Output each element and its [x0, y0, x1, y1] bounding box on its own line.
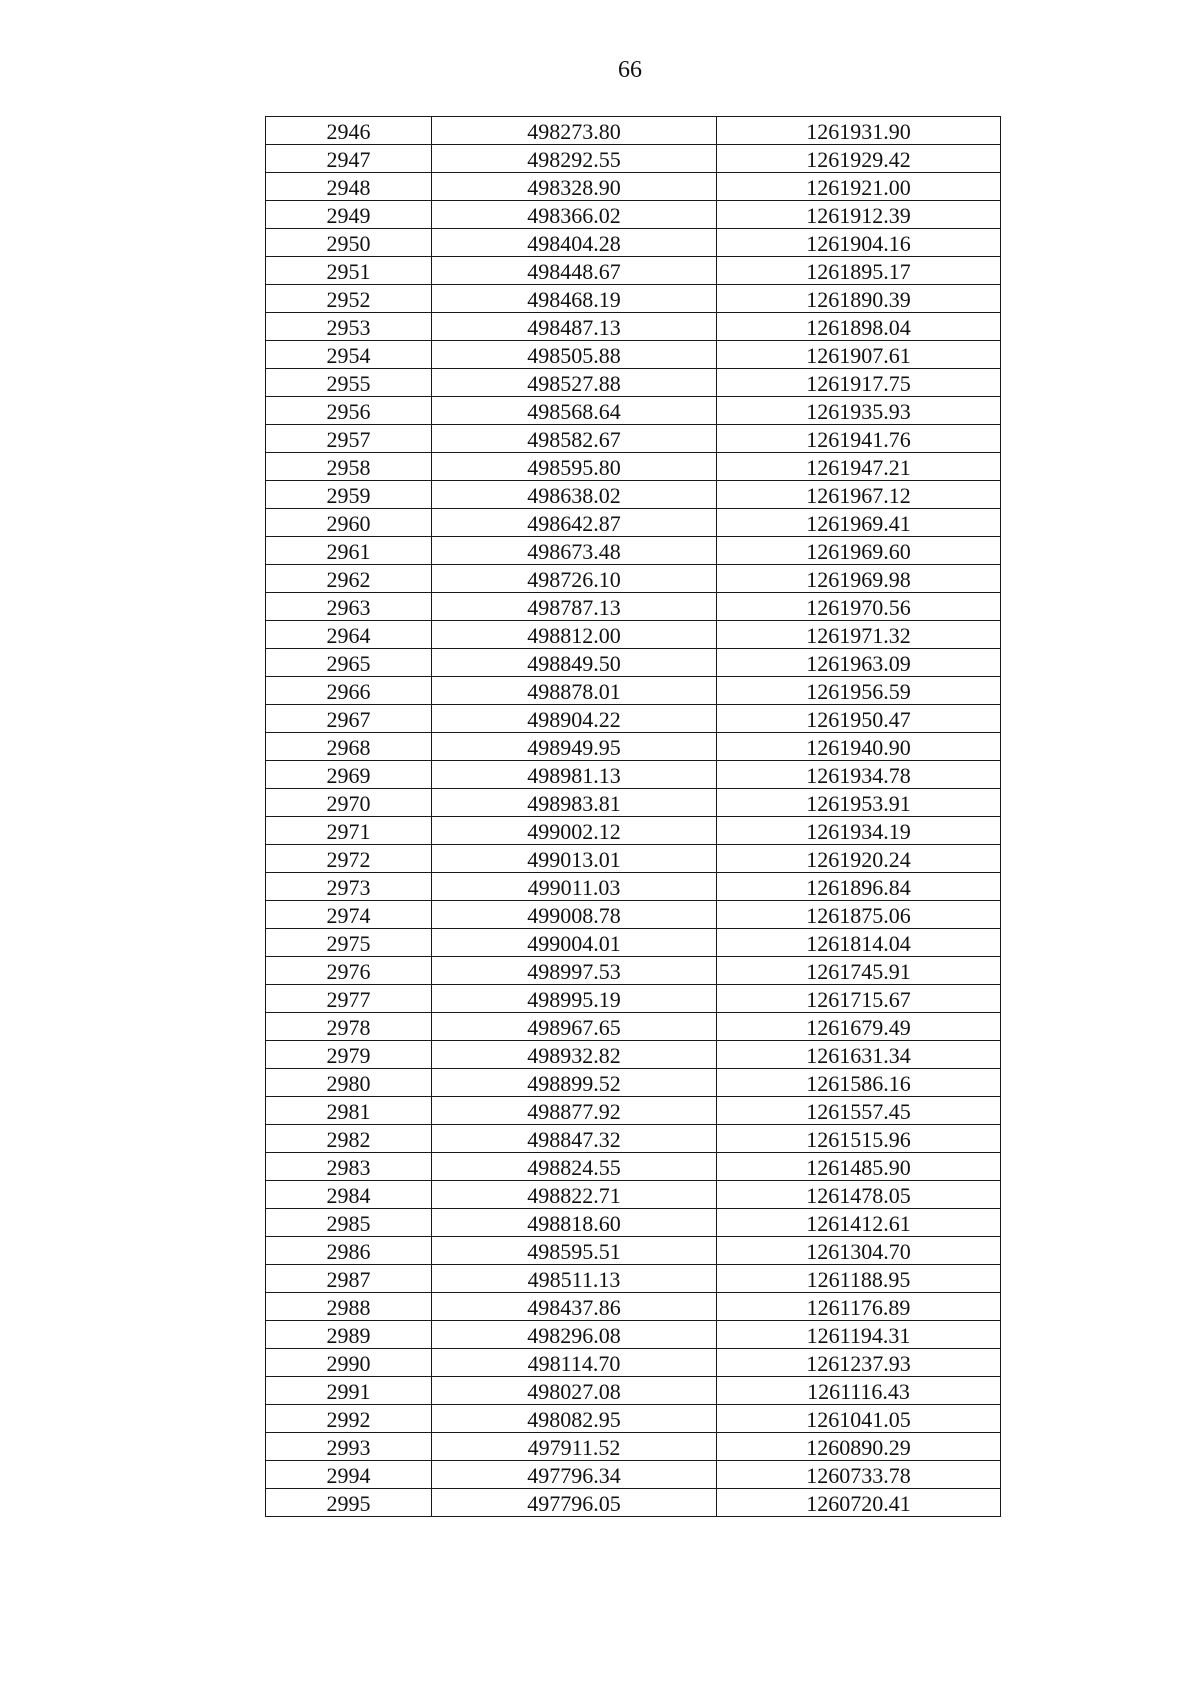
point-number-cell: 2954	[266, 341, 432, 369]
table-row	[266, 341, 1001, 369]
x-coordinate-cell: 498997.53	[432, 957, 717, 985]
table-row	[266, 873, 1001, 901]
table-row	[266, 537, 1001, 565]
table-row	[266, 1321, 1001, 1349]
y-coordinate-cell: 1261921.00	[717, 173, 1001, 201]
table-row	[266, 257, 1001, 285]
x-coordinate-cell: 498787.13	[432, 593, 717, 621]
table-row	[266, 929, 1001, 957]
x-coordinate-cell: 498487.13	[432, 313, 717, 341]
y-coordinate-cell: 1261904.16	[717, 229, 1001, 257]
table-row	[266, 845, 1001, 873]
table-row	[266, 1265, 1001, 1293]
x-coordinate-cell: 498642.87	[432, 509, 717, 537]
x-coordinate-cell: 498967.65	[432, 1013, 717, 1041]
point-number-cell: 2960	[266, 509, 432, 537]
y-coordinate-cell: 1261956.59	[717, 677, 1001, 705]
table-row	[266, 817, 1001, 845]
point-number-cell: 2952	[266, 285, 432, 313]
y-coordinate-cell: 1261907.61	[717, 341, 1001, 369]
y-coordinate-cell: 1261814.04	[717, 929, 1001, 957]
point-number-cell: 2971	[266, 817, 432, 845]
y-coordinate-cell: 1261898.04	[717, 313, 1001, 341]
point-number-cell: 2973	[266, 873, 432, 901]
y-coordinate-cell: 1261934.19	[717, 817, 1001, 845]
point-number-cell: 2980	[266, 1069, 432, 1097]
point-number-cell: 2965	[266, 649, 432, 677]
y-coordinate-cell: 1261969.60	[717, 537, 1001, 565]
x-coordinate-cell: 498437.86	[432, 1293, 717, 1321]
x-coordinate-cell: 498027.08	[432, 1377, 717, 1405]
x-coordinate-cell: 498981.13	[432, 761, 717, 789]
coordinates-table-body	[266, 117, 1001, 1517]
y-coordinate-cell: 1261895.17	[717, 257, 1001, 285]
x-coordinate-cell: 498505.88	[432, 341, 717, 369]
x-coordinate-cell: 498818.60	[432, 1209, 717, 1237]
point-number-cell: 2961	[266, 537, 432, 565]
point-number-cell: 2990	[266, 1349, 432, 1377]
x-coordinate-cell: 498983.81	[432, 789, 717, 817]
point-number-cell: 2967	[266, 705, 432, 733]
point-number-cell: 2992	[266, 1405, 432, 1433]
x-coordinate-cell: 499013.01	[432, 845, 717, 873]
table-row	[266, 677, 1001, 705]
y-coordinate-cell: 1261967.12	[717, 481, 1001, 509]
point-number-cell: 2970	[266, 789, 432, 817]
point-number-cell: 2974	[266, 901, 432, 929]
x-coordinate-cell: 498082.95	[432, 1405, 717, 1433]
table-row	[266, 145, 1001, 173]
y-coordinate-cell: 1261631.34	[717, 1041, 1001, 1069]
page-number: 66	[618, 57, 642, 83]
point-number-cell: 2978	[266, 1013, 432, 1041]
table-row	[266, 285, 1001, 313]
table-row	[266, 509, 1001, 537]
x-coordinate-cell: 499004.01	[432, 929, 717, 957]
y-coordinate-cell: 1261745.91	[717, 957, 1001, 985]
x-coordinate-cell: 498582.67	[432, 425, 717, 453]
y-coordinate-cell: 1261935.93	[717, 397, 1001, 425]
table-row	[266, 173, 1001, 201]
y-coordinate-cell: 1261940.90	[717, 733, 1001, 761]
x-coordinate-cell: 498849.50	[432, 649, 717, 677]
y-coordinate-cell: 1261890.39	[717, 285, 1001, 313]
table-row	[266, 761, 1001, 789]
table-row	[266, 1181, 1001, 1209]
x-coordinate-cell: 498468.19	[432, 285, 717, 313]
table-row	[266, 565, 1001, 593]
point-number-cell: 2979	[266, 1041, 432, 1069]
x-coordinate-cell: 498296.08	[432, 1321, 717, 1349]
y-coordinate-cell: 1261041.05	[717, 1405, 1001, 1433]
y-coordinate-cell: 1261950.47	[717, 705, 1001, 733]
table-row	[266, 1097, 1001, 1125]
point-number-cell: 2983	[266, 1153, 432, 1181]
point-number-cell: 2966	[266, 677, 432, 705]
point-number-cell: 2984	[266, 1181, 432, 1209]
table-row	[266, 201, 1001, 229]
point-number-cell: 2947	[266, 145, 432, 173]
y-coordinate-cell: 1261715.67	[717, 985, 1001, 1013]
table-row	[266, 1125, 1001, 1153]
point-number-cell: 2968	[266, 733, 432, 761]
point-number-cell: 2963	[266, 593, 432, 621]
table-row	[266, 901, 1001, 929]
y-coordinate-cell: 1261969.41	[717, 509, 1001, 537]
table-row	[266, 1433, 1001, 1461]
x-coordinate-cell: 499008.78	[432, 901, 717, 929]
x-coordinate-cell: 498995.19	[432, 985, 717, 1013]
x-coordinate-cell: 497796.05	[432, 1489, 717, 1517]
point-number-cell: 2964	[266, 621, 432, 649]
point-number-cell: 2953	[266, 313, 432, 341]
y-coordinate-cell: 1261896.84	[717, 873, 1001, 901]
x-coordinate-cell: 498949.95	[432, 733, 717, 761]
point-number-cell: 2956	[266, 397, 432, 425]
y-coordinate-cell: 1261875.06	[717, 901, 1001, 929]
point-number-cell: 2951	[266, 257, 432, 285]
y-coordinate-cell: 1261920.24	[717, 845, 1001, 873]
table-row	[266, 397, 1001, 425]
table-row	[266, 621, 1001, 649]
y-coordinate-cell: 1261963.09	[717, 649, 1001, 677]
y-coordinate-cell: 1261586.16	[717, 1069, 1001, 1097]
x-coordinate-cell: 498273.80	[432, 117, 717, 145]
table-row	[266, 1209, 1001, 1237]
point-number-cell: 2989	[266, 1321, 432, 1349]
x-coordinate-cell: 499011.03	[432, 873, 717, 901]
x-coordinate-cell: 498366.02	[432, 201, 717, 229]
table-row	[266, 985, 1001, 1013]
x-coordinate-cell: 498595.51	[432, 1237, 717, 1265]
point-number-cell: 2976	[266, 957, 432, 985]
point-number-cell: 2975	[266, 929, 432, 957]
table-row	[266, 425, 1001, 453]
point-number-cell: 2985	[266, 1209, 432, 1237]
table-row	[266, 453, 1001, 481]
point-number-cell: 2955	[266, 369, 432, 397]
x-coordinate-cell: 498877.92	[432, 1097, 717, 1125]
y-coordinate-cell: 1261485.90	[717, 1153, 1001, 1181]
point-number-cell: 2969	[266, 761, 432, 789]
coordinates-table	[265, 116, 1001, 1517]
x-coordinate-cell: 498292.55	[432, 145, 717, 173]
y-coordinate-cell: 1261941.76	[717, 425, 1001, 453]
point-number-cell: 2993	[266, 1433, 432, 1461]
point-number-cell: 2987	[266, 1265, 432, 1293]
point-number-cell: 2994	[266, 1461, 432, 1489]
table-row	[266, 313, 1001, 341]
x-coordinate-cell: 498448.67	[432, 257, 717, 285]
x-coordinate-cell: 498673.48	[432, 537, 717, 565]
y-coordinate-cell: 1260720.41	[717, 1489, 1001, 1517]
y-coordinate-cell: 1261917.75	[717, 369, 1001, 397]
table-row	[266, 1461, 1001, 1489]
table-row	[266, 1349, 1001, 1377]
x-coordinate-cell: 498328.90	[432, 173, 717, 201]
point-number-cell: 2946	[266, 117, 432, 145]
x-coordinate-cell: 498822.71	[432, 1181, 717, 1209]
table-row	[266, 1041, 1001, 1069]
table-row	[266, 649, 1001, 677]
y-coordinate-cell: 1261478.05	[717, 1181, 1001, 1209]
y-coordinate-cell: 1261304.70	[717, 1237, 1001, 1265]
y-coordinate-cell: 1261412.61	[717, 1209, 1001, 1237]
y-coordinate-cell: 1261912.39	[717, 201, 1001, 229]
x-coordinate-cell: 498595.80	[432, 453, 717, 481]
x-coordinate-cell: 498812.00	[432, 621, 717, 649]
table-row	[266, 369, 1001, 397]
y-coordinate-cell: 1261188.95	[717, 1265, 1001, 1293]
x-coordinate-cell: 498114.70	[432, 1349, 717, 1377]
x-coordinate-cell: 498878.01	[432, 677, 717, 705]
table-row	[266, 1377, 1001, 1405]
x-coordinate-cell: 498932.82	[432, 1041, 717, 1069]
x-coordinate-cell: 498404.28	[432, 229, 717, 257]
table-row	[266, 789, 1001, 817]
table-row	[266, 593, 1001, 621]
y-coordinate-cell: 1260890.29	[717, 1433, 1001, 1461]
point-number-cell: 2948	[266, 173, 432, 201]
point-number-cell: 2972	[266, 845, 432, 873]
table-row	[266, 705, 1001, 733]
y-coordinate-cell: 1261953.91	[717, 789, 1001, 817]
table-row	[266, 1405, 1001, 1433]
y-coordinate-cell: 1260733.78	[717, 1461, 1001, 1489]
x-coordinate-cell: 498511.13	[432, 1265, 717, 1293]
point-number-cell: 2962	[266, 565, 432, 593]
y-coordinate-cell: 1261116.43	[717, 1377, 1001, 1405]
table-row	[266, 1153, 1001, 1181]
x-coordinate-cell: 498568.64	[432, 397, 717, 425]
table-row	[266, 1237, 1001, 1265]
y-coordinate-cell: 1261515.96	[717, 1125, 1001, 1153]
table-row	[266, 229, 1001, 257]
point-number-cell: 2950	[266, 229, 432, 257]
y-coordinate-cell: 1261971.32	[717, 621, 1001, 649]
x-coordinate-cell: 498904.22	[432, 705, 717, 733]
table-row	[266, 1489, 1001, 1517]
y-coordinate-cell: 1261237.93	[717, 1349, 1001, 1377]
x-coordinate-cell: 497796.34	[432, 1461, 717, 1489]
point-number-cell: 2957	[266, 425, 432, 453]
table-row	[266, 481, 1001, 509]
point-number-cell: 2982	[266, 1125, 432, 1153]
y-coordinate-cell: 1261931.90	[717, 117, 1001, 145]
y-coordinate-cell: 1261929.42	[717, 145, 1001, 173]
point-number-cell: 2986	[266, 1237, 432, 1265]
point-number-cell: 2988	[266, 1293, 432, 1321]
x-coordinate-cell: 498726.10	[432, 565, 717, 593]
point-number-cell: 2977	[266, 985, 432, 1013]
point-number-cell: 2958	[266, 453, 432, 481]
x-coordinate-cell: 498824.55	[432, 1153, 717, 1181]
table-row	[266, 1069, 1001, 1097]
y-coordinate-cell: 1261970.56	[717, 593, 1001, 621]
x-coordinate-cell: 498847.32	[432, 1125, 717, 1153]
x-coordinate-cell: 497911.52	[432, 1433, 717, 1461]
table-row	[266, 733, 1001, 761]
x-coordinate-cell: 498527.88	[432, 369, 717, 397]
y-coordinate-cell: 1261194.31	[717, 1321, 1001, 1349]
y-coordinate-cell: 1261934.78	[717, 761, 1001, 789]
point-number-cell: 2991	[266, 1377, 432, 1405]
point-number-cell: 2959	[266, 481, 432, 509]
point-number-cell: 2981	[266, 1097, 432, 1125]
y-coordinate-cell: 1261969.98	[717, 565, 1001, 593]
table-row	[266, 957, 1001, 985]
table-row	[266, 117, 1001, 145]
point-number-cell: 2995	[266, 1489, 432, 1517]
y-coordinate-cell: 1261557.45	[717, 1097, 1001, 1125]
table-row	[266, 1293, 1001, 1321]
point-number-cell: 2949	[266, 201, 432, 229]
x-coordinate-cell: 499002.12	[432, 817, 717, 845]
x-coordinate-cell: 498899.52	[432, 1069, 717, 1097]
y-coordinate-cell: 1261947.21	[717, 453, 1001, 481]
y-coordinate-cell: 1261176.89	[717, 1293, 1001, 1321]
y-coordinate-cell: 1261679.49	[717, 1013, 1001, 1041]
x-coordinate-cell: 498638.02	[432, 481, 717, 509]
table-row	[266, 1013, 1001, 1041]
